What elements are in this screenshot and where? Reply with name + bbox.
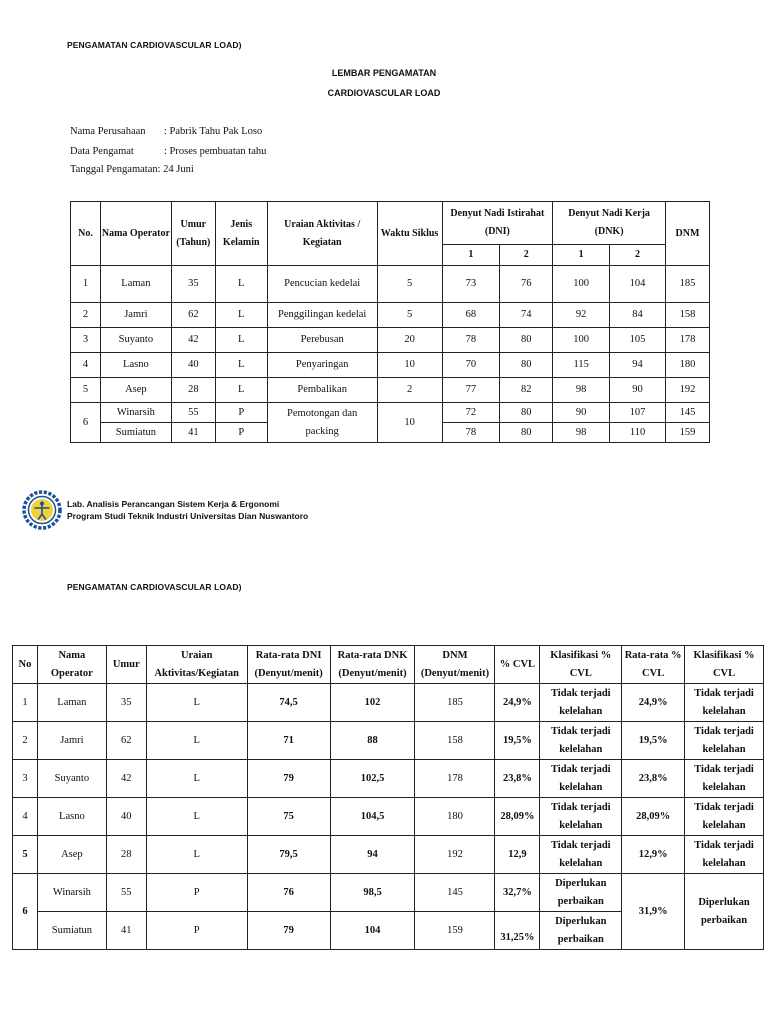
cell: 74,5: [247, 684, 330, 722]
cell: 84: [610, 303, 666, 328]
col-dnk: Denyut Nadi Kerja (DNK): [553, 202, 666, 245]
table-row: [13, 722, 764, 760]
cell: 82: [500, 378, 553, 403]
cell: 88: [330, 722, 415, 760]
col-uraian: Uraian Aktivitas/Kegiatan: [146, 646, 247, 684]
cell: P: [215, 403, 267, 423]
info-company-value: : Pabrik Tahu Pak Loso: [164, 126, 263, 137]
cell: 42: [106, 760, 146, 798]
cell: 104,5: [330, 798, 415, 836]
cell: 31,9%: [622, 874, 685, 950]
cell: 3: [71, 328, 101, 353]
table-row: [71, 328, 710, 353]
table-row: [13, 760, 764, 798]
cell: Winarsih: [100, 403, 171, 423]
cell: Sumiatun: [100, 423, 171, 443]
cell: 100: [553, 266, 610, 303]
cell: 23,8%: [495, 760, 540, 798]
info-company: [70, 126, 262, 137]
col-dni-1: 1: [442, 245, 500, 266]
cell: Pencucian kedelai: [267, 266, 377, 303]
cell: L: [146, 684, 247, 722]
cell: 80: [500, 353, 553, 378]
cell: 6: [71, 403, 101, 443]
cell: Pemotongan dan packing: [267, 403, 377, 443]
cell: 75: [247, 798, 330, 836]
cell: 79: [247, 760, 330, 798]
cell: Diperlukan perbaikan: [540, 912, 622, 950]
cell: 107: [610, 403, 666, 423]
cell: 94: [610, 353, 666, 378]
cell: Diperlukan perbaikan: [540, 874, 622, 912]
table-row: [71, 303, 710, 328]
col-klasifikasi: Klasifikasi % CVL: [540, 646, 622, 684]
cell: 115: [553, 353, 610, 378]
col-dni: Denyut Nadi Istirahat (DNI): [442, 202, 553, 245]
cell: 100: [553, 328, 610, 353]
cell: 180: [415, 798, 495, 836]
cell: Laman: [100, 266, 171, 303]
col-dnm: DNM: [665, 202, 709, 266]
cell: Tidak terjadi kelelahan: [540, 836, 622, 874]
cell: 5: [71, 378, 101, 403]
info-observer-value: : Proses pembuatan tahu: [164, 146, 267, 157]
cell: 159: [415, 912, 495, 950]
table-row: [13, 874, 764, 912]
cell: 62: [106, 722, 146, 760]
cell: L: [215, 303, 267, 328]
cell: 6: [13, 874, 38, 950]
cell: 80: [500, 328, 553, 353]
cell: 104: [330, 912, 415, 950]
cell: 2: [377, 378, 442, 403]
cell: 78: [442, 423, 500, 443]
table-row: [13, 836, 764, 874]
cell: 1: [13, 684, 38, 722]
cell: Penggilingan kedelai: [267, 303, 377, 328]
cell: 10: [377, 353, 442, 378]
cell: 185: [665, 266, 709, 303]
cell: Laman: [37, 684, 106, 722]
cell: 62: [171, 303, 215, 328]
cell: 104: [610, 266, 666, 303]
cell: 90: [553, 403, 610, 423]
cell: 80: [500, 423, 553, 443]
cell: 5: [13, 836, 38, 874]
cell: 68: [442, 303, 500, 328]
cell: L: [215, 328, 267, 353]
cell: 192: [665, 378, 709, 403]
cell: 5: [377, 266, 442, 303]
table-row: [13, 684, 764, 722]
cell: 2: [71, 303, 101, 328]
cell: 92: [553, 303, 610, 328]
cell: P: [215, 423, 267, 443]
table-row: [71, 378, 710, 403]
cell: 28: [171, 378, 215, 403]
cell: 80: [500, 403, 553, 423]
cell: Tidak terjadi kelelahan: [685, 760, 764, 798]
table-row: [71, 266, 710, 303]
cell: 79,5: [247, 836, 330, 874]
table-row: [71, 403, 710, 423]
cell: 23,8%: [622, 760, 685, 798]
cell: 12,9: [495, 836, 540, 874]
cell: 40: [171, 353, 215, 378]
cell: 28,09%: [622, 798, 685, 836]
cell: 24,9%: [622, 684, 685, 722]
cell: 158: [415, 722, 495, 760]
cell: Jamri: [100, 303, 171, 328]
info-date-value: : 24 Juni: [157, 164, 194, 175]
cell: 94: [330, 836, 415, 874]
cell: 41: [106, 912, 146, 950]
cell: Tidak terjadi kelelahan: [685, 684, 764, 722]
col-rata-dnk: Rata-rata DNK (Denyut/menit): [330, 646, 415, 684]
col-no: No: [13, 646, 38, 684]
cell: Tidak terjadi kelelahan: [685, 798, 764, 836]
cell: P: [146, 874, 247, 912]
cell: L: [146, 722, 247, 760]
col-no: No.: [71, 202, 101, 266]
cell: 145: [665, 403, 709, 423]
page-header: PENGAMATAN CARDIOVASCULAR LOAD): [67, 40, 242, 50]
cell: 79: [247, 912, 330, 950]
cell: 77: [442, 378, 500, 403]
program-name: Program Studi Teknik Industri Universitas Dian Nuswantoro: [67, 511, 309, 521]
cell: 2: [13, 722, 38, 760]
cell: Lasno: [37, 798, 106, 836]
cell: 10: [377, 403, 442, 443]
info-date: [70, 164, 194, 175]
lab-name: Lab. Analisis Perancangan Sistem Kerja & Ergonomi: [67, 499, 280, 509]
col-nama-operator: Nama Operator: [100, 202, 171, 266]
col-nama-operator: Nama Operator: [37, 646, 106, 684]
cell: Winarsih: [37, 874, 106, 912]
cell: L: [215, 378, 267, 403]
col-dnk-2: 2: [610, 245, 666, 266]
col-dnm: DNM (Denyut/menit): [415, 646, 495, 684]
cell: Penyaringan: [267, 353, 377, 378]
cell: 73: [442, 266, 500, 303]
cell: Diperlukan perbaikan: [685, 874, 764, 950]
document-title-line1: LEMBAR PENGAMATAN: [331, 68, 437, 78]
page-header-2: PENGAMATAN CARDIOVASCULAR LOAD): [67, 582, 242, 592]
cell: 98: [553, 378, 610, 403]
observation-table: [70, 201, 710, 443]
university-logo-icon: [22, 490, 62, 530]
cell: 31,25%: [495, 912, 540, 950]
col-umur: Umur (Tahun): [171, 202, 215, 266]
cell: 20: [377, 328, 442, 353]
cell: 98: [553, 423, 610, 443]
cell: Tidak terjadi kelelahan: [540, 760, 622, 798]
cell: 72: [442, 403, 500, 423]
cell: Perebusan: [267, 328, 377, 353]
cell: 28: [106, 836, 146, 874]
cell: Tidak terjadi kelelahan: [540, 798, 622, 836]
info-observer: [70, 146, 266, 157]
cell: 98,5: [330, 874, 415, 912]
cell: 32,7%: [495, 874, 540, 912]
cell: L: [146, 760, 247, 798]
col-rata-dni: Rata-rata DNI (Denyut/menit): [247, 646, 330, 684]
cell: 42: [171, 328, 215, 353]
cell: 180: [665, 353, 709, 378]
cell: Sumiatun: [37, 912, 106, 950]
document-title-line2: CARDIOVASCULAR LOAD: [327, 88, 441, 98]
cell: 178: [665, 328, 709, 353]
cell: 1: [71, 266, 101, 303]
col-dni-2: 2: [500, 245, 553, 266]
cell: L: [146, 798, 247, 836]
cell: 185: [415, 684, 495, 722]
info-observer-label: Data Pengamat: [70, 146, 134, 157]
cell: 12,9%: [622, 836, 685, 874]
cell: 35: [106, 684, 146, 722]
cell: 70: [442, 353, 500, 378]
cell: 55: [106, 874, 146, 912]
cell: 76: [500, 266, 553, 303]
cell: 159: [665, 423, 709, 443]
cell: 78: [442, 328, 500, 353]
cvl-table: [12, 645, 764, 950]
cell: 71: [247, 722, 330, 760]
info-date-label: Tanggal Pengamatan: [70, 164, 158, 175]
cell: 19,5%: [495, 722, 540, 760]
cell: 102: [330, 684, 415, 722]
cell: 55: [171, 403, 215, 423]
cell: Suyanto: [100, 328, 171, 353]
table-row: [71, 353, 710, 378]
cell: Asep: [100, 378, 171, 403]
cell: 110: [610, 423, 666, 443]
cell: Tidak terjadi kelelahan: [685, 722, 764, 760]
cell: 4: [13, 798, 38, 836]
cell: Suyanto: [37, 760, 106, 798]
cell: 76: [247, 874, 330, 912]
cell: Tidak terjadi kelelahan: [685, 836, 764, 874]
cell: Tidak terjadi kelelahan: [540, 684, 622, 722]
info-company-label: Nama Perusahaan: [70, 126, 146, 137]
cell: 24,9%: [495, 684, 540, 722]
col-waktu-siklus: Waktu Siklus: [377, 202, 442, 266]
cell: 102,5: [330, 760, 415, 798]
col-klasifikasi-rata: Klasifikasi % CVL: [685, 646, 764, 684]
cell: 4: [71, 353, 101, 378]
cell: 5: [377, 303, 442, 328]
cell: 19,5%: [622, 722, 685, 760]
col-umur: Umur: [106, 646, 146, 684]
cell: 158: [665, 303, 709, 328]
cell: 105: [610, 328, 666, 353]
cell: 28,09%: [495, 798, 540, 836]
cell: L: [215, 266, 267, 303]
cell: Lasno: [100, 353, 171, 378]
cell: P: [146, 912, 247, 950]
cell: Pembalikan: [267, 378, 377, 403]
col-cvl: % CVL: [495, 646, 540, 684]
cell: 178: [415, 760, 495, 798]
col-jenis-kelamin: Jenis Kelamin: [215, 202, 267, 266]
cell: 145: [415, 874, 495, 912]
col-uraian: Uraian Aktivitas / Kegiatan: [267, 202, 377, 266]
cell: Tidak terjadi kelelahan: [540, 722, 622, 760]
cell: 192: [415, 836, 495, 874]
cell: 41: [171, 423, 215, 443]
cell: Jamri: [37, 722, 106, 760]
cell: 90: [610, 378, 666, 403]
cell: L: [146, 836, 247, 874]
col-dnk-1: 1: [553, 245, 610, 266]
table-row: [13, 798, 764, 836]
cell: Asep: [37, 836, 106, 874]
cell: 35: [171, 266, 215, 303]
cell: 40: [106, 798, 146, 836]
cell: 74: [500, 303, 553, 328]
cell: L: [215, 353, 267, 378]
col-rata-cvl: Rata-rata % CVL: [622, 646, 685, 684]
cell: 3: [13, 760, 38, 798]
